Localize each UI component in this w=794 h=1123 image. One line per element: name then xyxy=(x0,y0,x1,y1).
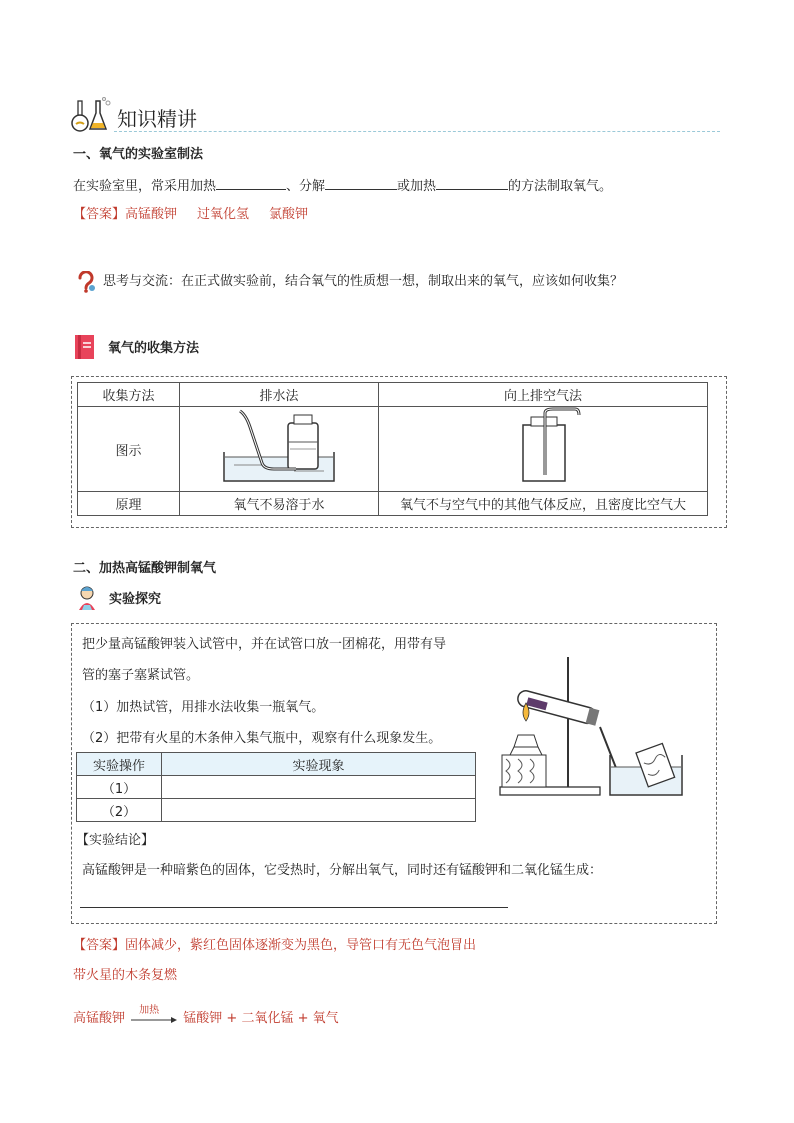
collect-table xyxy=(77,382,708,516)
conclusion-blank xyxy=(80,907,508,908)
row-figure-label: 图示 xyxy=(78,407,180,492)
step-1: （1）加热试管，用排水法收集一瓶氧气。 xyxy=(82,700,325,715)
answer-line-2: 【答案】固体减少，紫红色固体逐渐变为黑色，导管口有无色气泡冒出 xyxy=(73,938,477,953)
observation-table xyxy=(76,752,476,822)
obs-row-2-value[interactable] xyxy=(162,799,476,822)
flask-icon xyxy=(70,95,114,135)
conclusion-label: 【实验结论】 xyxy=(76,833,155,848)
water-displacement-figure xyxy=(180,407,379,492)
eq-products: 锰酸钾 + 二氧化锰 + 氧气 xyxy=(183,1011,339,1026)
obs-row-1-value[interactable] xyxy=(162,776,476,799)
think-text: 思考与交流：在正式做实验前，结合氧气的性质想一想，制取出来的氧气，应该如何收集？ xyxy=(103,274,624,289)
obs-row-2-label: （2） xyxy=(77,799,162,822)
principle-air: 氧气不与空气中的其他气体反应，且密度比空气大 xyxy=(379,492,708,516)
scientist-icon xyxy=(75,585,99,611)
blank-3 xyxy=(436,175,508,190)
header-underline xyxy=(114,131,720,132)
obs-header-operation: 实验操作 xyxy=(77,753,162,776)
header-method: 收集方法 xyxy=(78,383,180,407)
equation xyxy=(73,1005,339,1028)
collect-title: 氧气的收集方法 xyxy=(108,341,200,356)
blank-1 xyxy=(216,175,286,190)
apparatus-figure xyxy=(496,655,686,800)
obs-header-phenomenon: 实验现象 xyxy=(162,753,476,776)
blank-2 xyxy=(325,175,397,190)
header-air: 向上排空气法 xyxy=(379,383,708,407)
row-principle-label: 原理 xyxy=(78,492,180,516)
conclusion-text: 高锰酸钾是一种暗紫色的固体，它受热时，分解出氧气，同时还有锰酸钾和二氧化锰生成： xyxy=(82,863,603,878)
answer-line-3: 带火星的木条复燃 xyxy=(73,968,178,983)
page-title: 知识精讲 xyxy=(117,107,197,131)
obs-row-1-label: （1） xyxy=(77,776,162,799)
section-header xyxy=(70,95,720,135)
fill-in-sentence: 在实验室里，常采用加热 、分解 或加热 的方法制取氧气。 xyxy=(73,175,612,196)
question-icon xyxy=(76,271,96,293)
answer-line-1: 【答案】高锰酸钾 过氧化氢 氯酸钾 xyxy=(73,207,309,222)
eq-arrow: 加热 xyxy=(129,1010,179,1028)
upward-air-figure xyxy=(379,407,708,492)
eq-reactant: 高锰酸钾 xyxy=(73,1011,126,1026)
book-icon xyxy=(74,334,96,360)
section1-heading: 一、氧气的实验室制法 xyxy=(73,147,204,162)
step-intro-2: 管的塞子塞紧试管。 xyxy=(82,668,200,683)
step-intro-1: 把少量高锰酸钾装入试管中，并在试管口放一团棉花，用带有导 xyxy=(82,637,447,652)
step-2: （2）把带有火星的木条伸入集气瓶中，观察有什么现象发生。 xyxy=(82,731,442,746)
explore-title: 实验探究 xyxy=(109,592,162,607)
principle-water: 氧气不易溶于水 xyxy=(180,492,379,516)
header-water: 排水法 xyxy=(180,383,379,407)
section2-heading: 二、加热高锰酸钾制氧气 xyxy=(73,561,217,576)
